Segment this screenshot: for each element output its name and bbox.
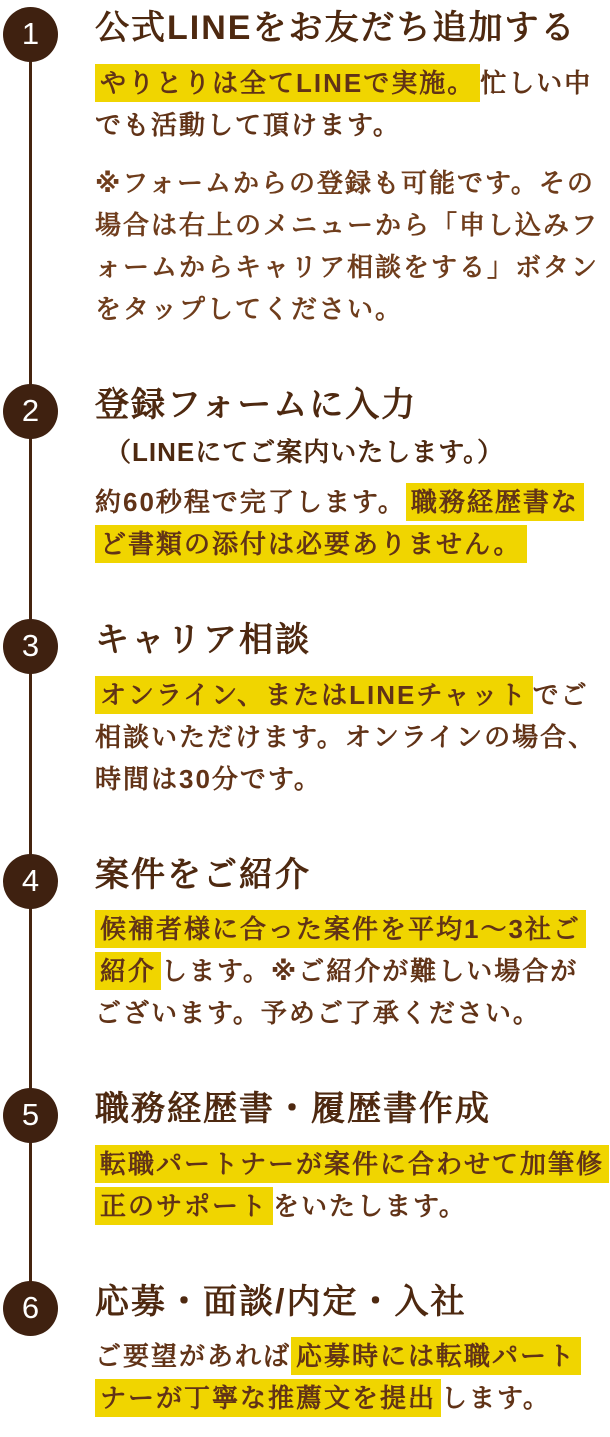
step-number-badge [3, 1088, 58, 1143]
step-title: 登録フォームに入力 [95, 385, 418, 424]
step-number-badge [3, 854, 58, 909]
highlighted-text: やりとりは全てLINEで実施。 [95, 64, 480, 102]
step-content [95, 1086, 610, 1279]
timeline-connector-line [29, 35, 32, 386]
step-title: 応募・面談/内定・入社 [95, 1282, 467, 1321]
step-number-badge [3, 1281, 58, 1336]
text-segment: 約60秒程で完了します。 [95, 487, 406, 517]
step-item [0, 382, 610, 618]
step-description [95, 1143, 604, 1227]
step-description [95, 674, 604, 800]
step-title: キャリア相談 [95, 621, 311, 659]
step-title: 案件をご紹介 [95, 855, 311, 894]
step-content [95, 5, 610, 382]
step-item [0, 1086, 610, 1279]
step-content [95, 1279, 610, 1430]
step-subtitle: （LINEにてご案内いたします。） [105, 437, 505, 467]
step-number: 1 [21, 16, 40, 51]
step-number: 2 [21, 392, 40, 428]
highlighted-text: 転職パートナーが案件に合わせて加筆修正のサポート [95, 1145, 609, 1225]
step-content [95, 617, 610, 852]
step-item [0, 852, 610, 1087]
step-title: 公式LINEをお友だち追加する [95, 9, 577, 47]
highlighted-text: 職務経歴書など書類の添付は必要ありません。 [95, 483, 584, 563]
step-rail [0, 5, 95, 382]
step-number: 6 [21, 1289, 40, 1325]
step-number-badge [3, 384, 58, 439]
step-item [0, 617, 610, 852]
step-description [95, 1335, 604, 1419]
text-segment: します。※ご紹介が難しい場合がございます。予めご了承ください。 [95, 956, 579, 1028]
timeline-connector-line [29, 412, 32, 622]
step-rail [0, 1086, 95, 1279]
step-rail [0, 617, 95, 852]
timeline-connector-line [29, 647, 32, 856]
step-description [95, 481, 604, 565]
step-number-badge [3, 7, 58, 62]
step-rail [0, 852, 95, 1087]
timeline-connector-line [29, 882, 32, 1091]
step-content [95, 382, 610, 618]
step-description [95, 908, 604, 1034]
step-description [95, 162, 604, 330]
step-number: 4 [21, 862, 40, 898]
text-segment: でご相談いただけます。オンラインの場合、時間は30分です。 [95, 679, 597, 794]
step-number: 5 [21, 1097, 40, 1132]
highlighted-text: オンライン、またはLINEチャット [95, 676, 533, 714]
step-content [95, 852, 610, 1087]
step-description [95, 62, 604, 146]
text-segment: をいたします。 [273, 1190, 467, 1221]
step-rail [0, 1279, 95, 1430]
text-segment: します。 [441, 1383, 551, 1413]
highlighted-text: 応募時には転職パートナーが丁寧な推薦文を提出 [95, 1337, 581, 1417]
text-segment: ご要望があれば [95, 1341, 292, 1371]
step-number: 3 [21, 628, 40, 663]
text-segment: ※フォームからの登録も可能です。その場合は右上のメニューから「申し込みフォームからキャリア相談をする」ボタンをタップしてください。 [95, 167, 600, 324]
step-number-badge [3, 619, 58, 674]
step-rail [0, 382, 95, 618]
step-title: 職務経歴書・履歴書作成 [95, 1090, 491, 1128]
text-segment: 忙しい中でも活動して頂けます。 [95, 67, 593, 140]
highlighted-text: 候補者様に合った案件を平均1〜3社ご紹介 [95, 910, 586, 990]
timeline [0, 5, 610, 1429]
step-item [0, 1279, 610, 1430]
step-item [0, 5, 610, 382]
